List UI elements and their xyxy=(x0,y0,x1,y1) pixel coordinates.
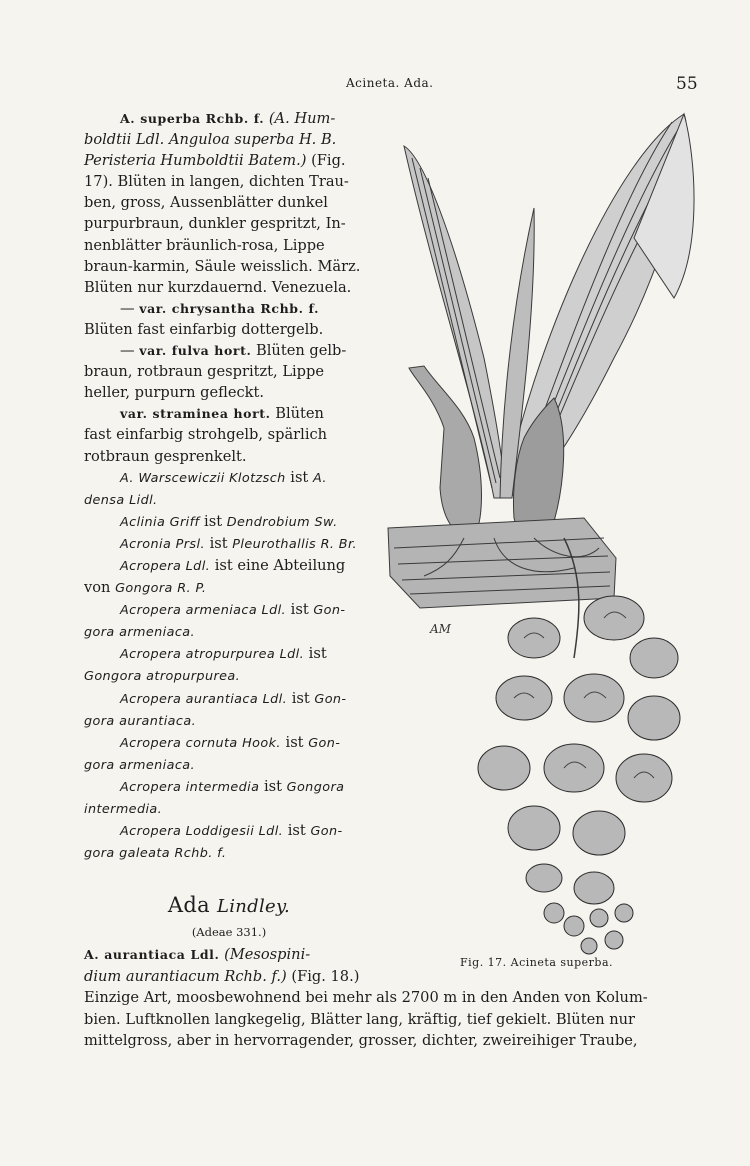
text-line xyxy=(84,192,374,213)
text-run: Acropera Ldl. xyxy=(120,558,211,574)
text-line xyxy=(84,1009,704,1031)
bud xyxy=(605,931,623,949)
text-run: gora armeniaca. xyxy=(84,625,196,641)
text-line xyxy=(84,319,374,340)
text-run: boldtii Ldl. Anguloa superba H. B. xyxy=(84,131,337,149)
text-line xyxy=(84,643,374,665)
text-line xyxy=(84,842,374,864)
text-line xyxy=(84,235,374,256)
text-run: Acronia Prsl. xyxy=(120,536,205,552)
text-run: (Fig. 18.) xyxy=(286,967,360,985)
bud xyxy=(564,916,584,936)
bud xyxy=(544,903,564,923)
text-run: braun, rotbraun gespritzt, Lippe xyxy=(84,363,325,381)
text-run: 17). Blüten in langen, dichten Trau- xyxy=(84,173,349,191)
bud xyxy=(590,909,608,927)
text-line xyxy=(84,467,374,489)
text-line xyxy=(84,298,374,319)
text-line xyxy=(84,361,374,382)
text-run: Acropera atropurpurea Ldl. xyxy=(120,647,305,663)
text-run: ist xyxy=(204,534,233,552)
flower xyxy=(508,618,560,658)
text-run: densa Lidl. xyxy=(84,492,158,508)
flower xyxy=(496,676,552,720)
text-run: Gongora atropurpurea. xyxy=(84,669,241,685)
text-line xyxy=(84,688,374,710)
bud xyxy=(526,864,562,892)
text-run: A. xyxy=(312,470,327,486)
text-line xyxy=(84,129,374,150)
text-run: var. chrysantha Rchb. f. xyxy=(139,300,320,316)
text-line xyxy=(84,987,704,1009)
text-run: ist xyxy=(199,512,227,530)
text-run: Blüten gelb- xyxy=(251,342,347,360)
text-run: (Fig. xyxy=(306,152,346,170)
text-line xyxy=(84,710,374,732)
text-run: nenblätter bräunlich-rosa, Lippe xyxy=(84,236,325,254)
genus-heading xyxy=(84,893,374,917)
text-line xyxy=(84,577,374,599)
text-line xyxy=(84,424,374,445)
text-line xyxy=(84,340,374,361)
text-line xyxy=(84,511,374,533)
text-line xyxy=(84,621,374,643)
text-run: ist xyxy=(286,601,314,619)
text-run: mittelgross, aber in hervorragender, grosser, dichter, zweireihiger Traube, xyxy=(84,1032,638,1049)
text-run: rotbraun gesprenkelt. xyxy=(84,447,247,465)
text-run: braun-karmin, Säule weisslich. März. xyxy=(84,257,361,275)
text-run: Peristeria Humboldtii Batem.) xyxy=(84,152,307,170)
text-run: var. straminea hort. xyxy=(120,406,271,422)
tribe-reference: (Adeae 331.) xyxy=(191,925,267,939)
text-run: gora aurantiaca. xyxy=(84,713,197,729)
text-run: var. fulva hort. xyxy=(139,343,252,359)
flower xyxy=(478,746,530,790)
bud xyxy=(615,904,633,922)
page-number: 55 xyxy=(676,74,698,94)
flower xyxy=(508,806,560,850)
text-run: Gongora xyxy=(286,779,345,795)
text-run: Acropera Loddigesii Ldl. xyxy=(120,824,284,840)
text-run: Acropera cornuta Hook. xyxy=(120,735,281,751)
flower xyxy=(573,811,625,855)
genus-name: Ada xyxy=(167,893,210,917)
text-run: Gon- xyxy=(314,691,347,707)
text-line xyxy=(84,256,374,277)
text-run: — xyxy=(120,342,140,360)
text-line xyxy=(84,665,374,687)
left-column-text xyxy=(84,108,374,864)
text-line xyxy=(84,1030,704,1052)
text-line xyxy=(84,776,374,798)
text-line xyxy=(84,277,374,298)
text-run: Acropera aurantiaca Ldl. xyxy=(120,691,288,707)
text-run: Acropera intermedia xyxy=(120,779,260,795)
text-run: ben, gross, Aussenblätter dunkel xyxy=(84,194,328,212)
text-line xyxy=(84,150,374,171)
text-line xyxy=(84,171,374,192)
text-run: Gongora R. P. xyxy=(115,581,207,597)
text-run: A. Warscewiczii Klotzsch xyxy=(120,470,286,486)
text-run: (Mesospini- xyxy=(219,946,311,963)
text-run: ist xyxy=(304,645,327,663)
text-run: Dendrobium Sw. xyxy=(226,514,338,530)
text-run: ist xyxy=(287,689,315,707)
artist-monogram: AM xyxy=(430,622,451,636)
text-run: Blüten xyxy=(270,405,324,423)
text-run: Gon- xyxy=(313,603,346,619)
text-run: Einzige Art, moosbewohnend bei mehr als 2700 m in den Anden von Kolum- xyxy=(84,989,648,1006)
text-run: ist eine Abteilung xyxy=(210,556,346,574)
text-line xyxy=(84,732,374,754)
text-run: von xyxy=(84,579,116,597)
text-run: A. superba Rchb. f. xyxy=(120,111,265,126)
text-line xyxy=(84,403,374,424)
text-run: heller, purpurn gefleckt. xyxy=(84,384,264,402)
text-run: ist xyxy=(285,468,313,486)
text-run: ist xyxy=(283,822,311,840)
flower xyxy=(628,696,680,740)
text-line xyxy=(84,382,374,403)
text-run: Gon- xyxy=(308,735,341,751)
text-run: Blüten fast einfarbig dottergelb. xyxy=(84,320,324,338)
text-line xyxy=(84,213,374,234)
text-run: ist xyxy=(280,733,309,751)
text-line xyxy=(84,599,374,621)
bud xyxy=(574,872,614,904)
text-run: (A. Hum- xyxy=(264,110,336,127)
text-line xyxy=(84,108,374,129)
text-line xyxy=(84,446,374,467)
text-run: — xyxy=(120,299,140,317)
text-run: Blüten nur kurzdauernd. Venezuela. xyxy=(84,278,352,296)
text-run: purpurbraun, dunkler gespritzt, In- xyxy=(84,215,346,233)
text-line xyxy=(84,555,374,577)
text-run: ist xyxy=(259,777,287,795)
flower xyxy=(630,638,678,678)
text-run: bien. Luftknollen langkegelig, Blätter lang, kräftig, tief gekielt. Blüten nur xyxy=(84,1010,636,1028)
text-line xyxy=(84,798,374,820)
bud xyxy=(581,938,597,954)
genus-author: Lindley. xyxy=(216,896,291,917)
flower xyxy=(544,744,604,792)
text-run: gora galeata Rchb. f. xyxy=(84,846,227,862)
text-line xyxy=(84,754,374,776)
text-run: A. aurantiaca Ldl. xyxy=(84,947,220,962)
text-line xyxy=(84,820,374,842)
text-run: dium aurantiacum Rchb. f.) xyxy=(84,967,287,985)
flower xyxy=(616,754,672,802)
text-run: Acropera armeniaca Ldl. xyxy=(120,603,287,619)
figure-caption: Fig. 17. Acineta superba. xyxy=(460,956,614,969)
orchid-illustration xyxy=(384,98,700,958)
text-run: gora armeniaca. xyxy=(84,757,196,773)
flower xyxy=(584,596,644,640)
text-line xyxy=(84,489,374,511)
text-run: Pleurothallis R. Br. xyxy=(232,536,357,552)
text-line xyxy=(84,533,374,555)
running-head: Acineta. Ada. xyxy=(346,76,434,90)
text-run: intermedia. xyxy=(84,802,163,817)
text-run: Aclinia Griff xyxy=(120,514,200,530)
flower xyxy=(564,674,624,722)
text-run: Gon- xyxy=(310,824,343,840)
text-run: fast einfarbig strohgelb, spärlich xyxy=(84,426,328,444)
